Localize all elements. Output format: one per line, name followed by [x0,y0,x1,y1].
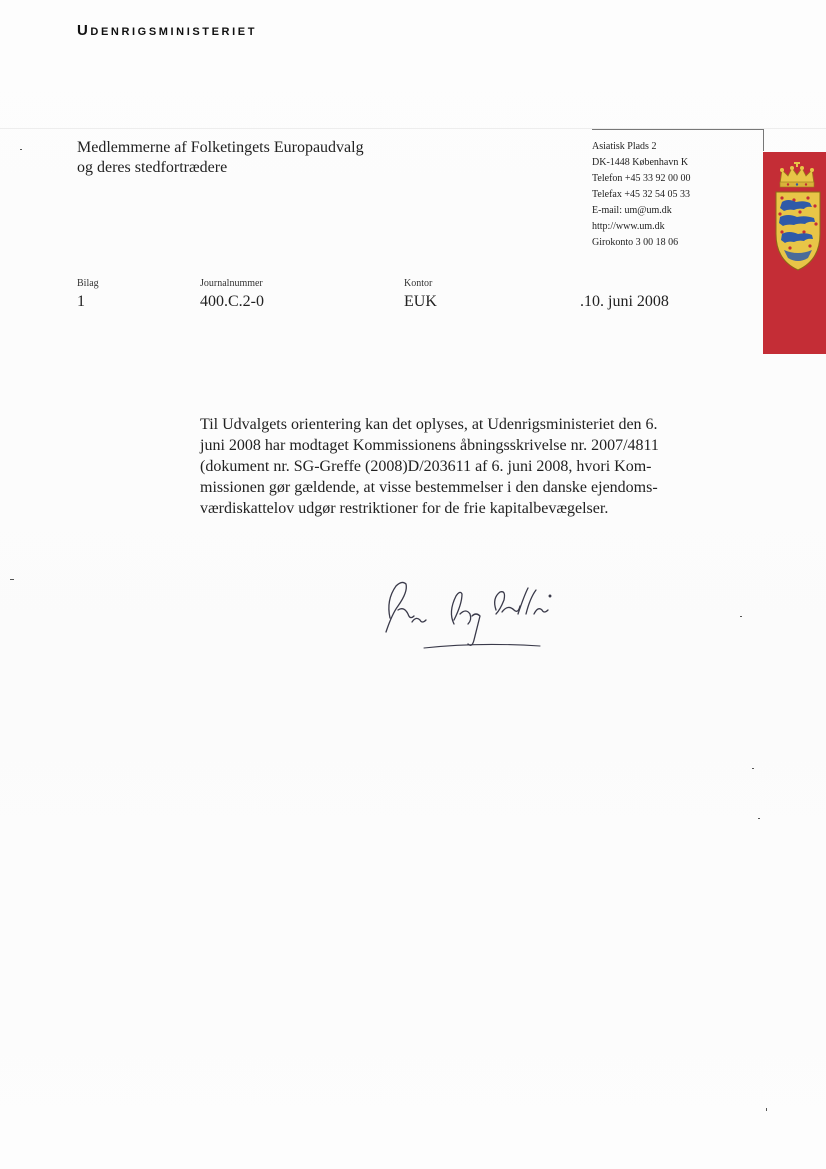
body-line: (dokument nr. SG-Greffe (2008)D/203611 af 6. juni 2008, hvori Kom- [200,458,652,475]
body-line: missionen gør gældende, at visse bestemmelser i den danske ejendoms- [200,479,658,496]
bilag-value: 1 [77,293,85,310]
kontor-value: EUK [404,293,437,310]
address-line: Asiatisk Plads 2 [592,141,657,152]
address-line: E-mail: um@um.dk [592,205,672,216]
address-line: DK-1448 København K [592,157,689,168]
scan-speck [752,768,754,769]
scan-speck [740,616,742,617]
recipient-block [77,138,364,178]
address-divider [592,129,764,130]
sender-address-block [592,139,691,251]
address-line: http://www.um.dk [592,221,665,232]
body-line: juni 2008 har modtaget Kommissionens åbningsskrivelse nr. 2007/4811 [200,437,659,454]
body-line: værdiskattelov udgør restriktioner for de frie kapitalbevægelser. [200,500,609,517]
scan-speck [20,149,22,150]
scan-speck [766,1108,767,1111]
journal-number-label: Journalnummer [200,278,263,289]
danish-coat-of-arms-icon [770,162,826,274]
handwritten-signature [368,570,568,660]
recipient-line: og deres stedfortrædere [77,159,228,176]
address-line: Telefon +45 33 92 00 00 [592,173,691,184]
recipient-line: Medlemmerne af Folketingets Europaudvalg [77,139,364,156]
address-line: Girokonto 3 00 18 06 [592,237,679,248]
letter-body [200,414,730,519]
bilag-label: Bilag [77,278,99,289]
scan-speck [758,818,760,819]
address-divider-vertical [763,129,764,151]
body-line: Til Udvalgets orientering kan det oplyses, at Udenrigsministeriet den 6. [200,416,658,433]
shield-icon [776,192,820,270]
ministry-letterhead: Udenrigsministeriet [77,22,258,39]
kontor-label: Kontor [404,278,433,289]
crown-icon [780,162,814,187]
letter-date: .10. juni 2008 [580,293,669,310]
address-line: Telefax +45 32 54 05 33 [592,189,690,200]
scan-speck [10,579,14,580]
journal-number-value: 400.C.2-0 [200,293,264,310]
